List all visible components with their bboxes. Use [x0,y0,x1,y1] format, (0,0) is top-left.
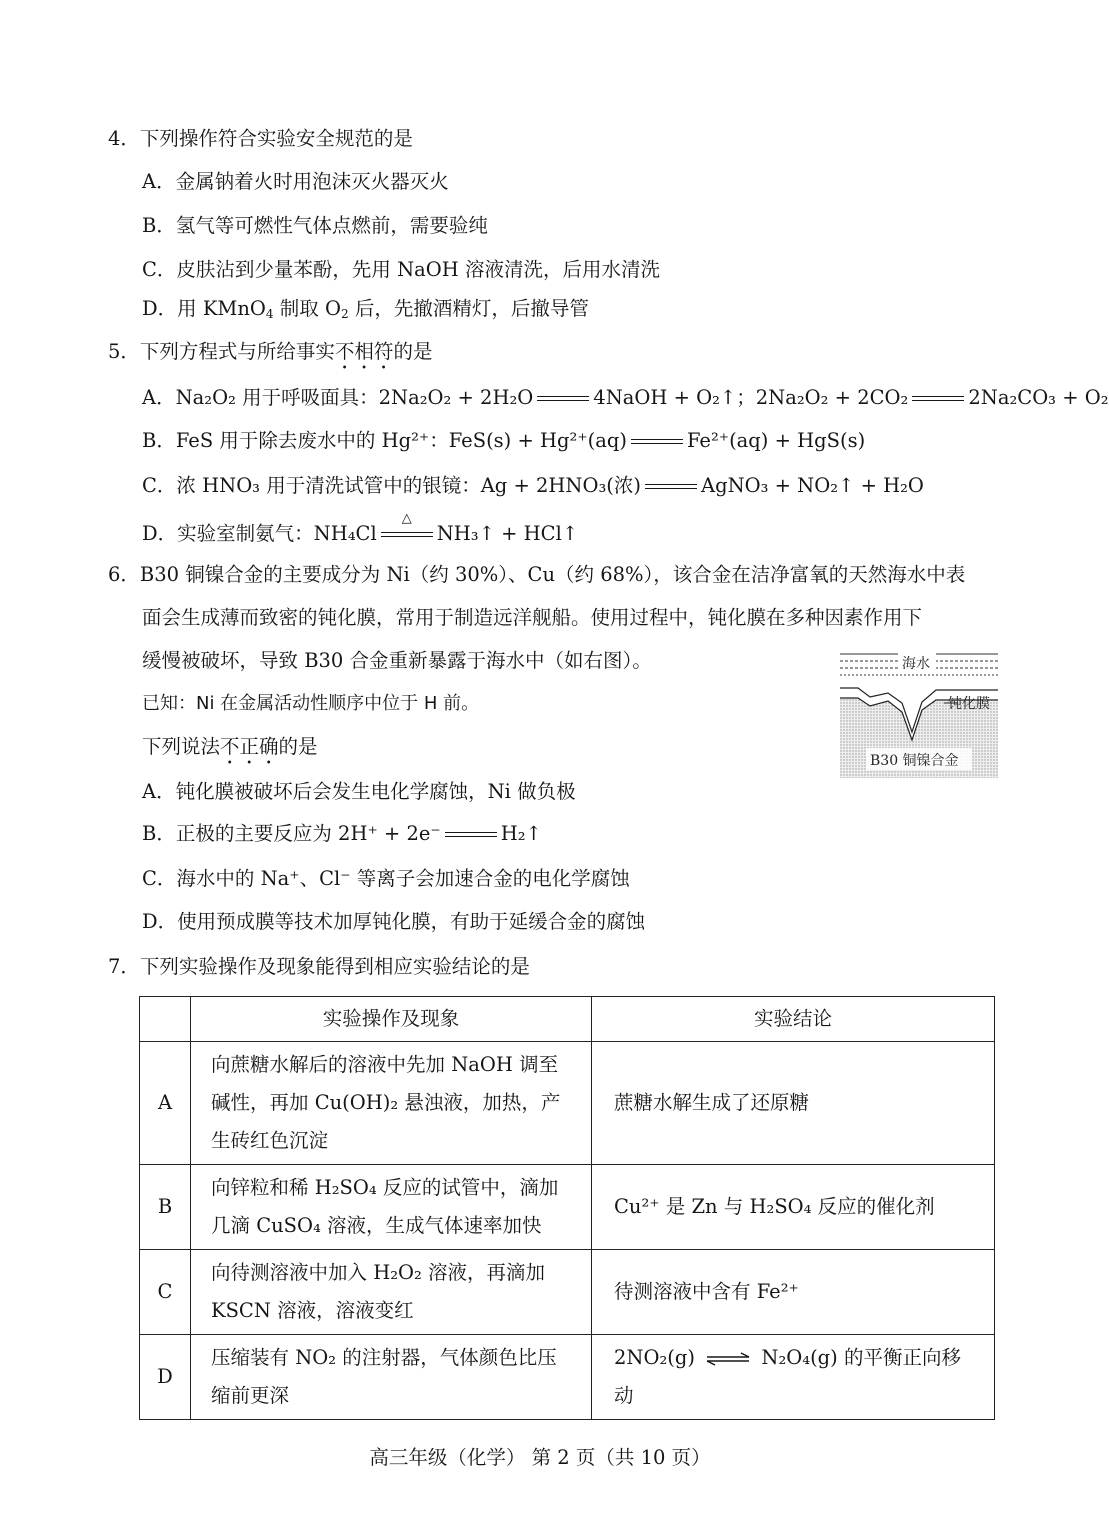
q5-c-eq-left: Ag + 2HNO₃(浓) [480,474,641,497]
q5-c-text: 浓 HNO₃ 用于清洗试管中的银镜： [176,474,481,497]
q6-option-c: C．海水中的 Na⁺、Cl⁻ 等离子会加速合金的电化学腐蚀 [142,867,630,890]
q5-a-sep: ； [736,386,756,409]
equals-sign [631,437,683,447]
seawater-label: 海水 [902,656,930,672]
heat-symbol: △ [401,510,412,526]
q5-d-text: 实验室制氨气： [177,522,314,545]
q5-stem-emphasis: 不相符 [334,340,394,363]
q6-known: 已知：Ni 在金属活动性顺序中位于 H 前。 [142,693,480,714]
row-label: C [140,1250,191,1335]
q6-option-b [142,820,542,848]
q5-option-d [142,510,579,548]
q6-ask [142,733,318,769]
q6-b-eq-left: 2H⁺ + 2e⁻ [338,822,441,845]
q4-option-d [142,295,589,323]
q6-b-eq-right: H₂↑ [500,822,542,845]
q5-d-eq-right: NH₃↑ + HCl↑ [436,522,579,545]
q5-d-label: D． [142,522,178,545]
q6-b-label: B．正极的主要反应为 [142,822,339,845]
table-row [140,1165,995,1250]
conclusion-cell: 待测溶液中含有 Fe²⁺ [592,1250,995,1335]
table-header-operation: 实验操作及现象 [191,997,592,1042]
operation-cell [191,1335,592,1420]
equals-sign [537,394,589,404]
operation-line: 缩前更深 [211,1384,290,1407]
table-header-label [140,997,191,1042]
conclusion-eq-left: 2NO₂(g) [614,1346,695,1369]
q5-option-c [142,472,924,500]
operation-line: 向锌粒和稀 H₂SO₄ 反应的试管中，滴加 [211,1176,559,1199]
q6-ask-post: 的是 [278,735,318,758]
corrosion-figure [840,648,998,778]
q5-b-eq-left: FeS(s) + Hg²⁺(aq) [448,429,627,452]
q5-c-label: C． [142,474,177,497]
operation-cell [191,1165,592,1250]
q5-stem-post: 的是 [393,340,433,363]
q4-option-a: A．金属钠着火时用泡沫灭火器灭火 [142,170,449,193]
q5-a-eq2-right: 2Na₂CO₃ + O₂ [968,386,1109,409]
subscript: 2 [341,307,349,322]
q5-a-label: A． [142,386,176,409]
conclusion-cell [592,1335,995,1420]
table-row [140,1335,995,1420]
equals-sign [445,830,497,840]
q6-line2: 面会生成薄而致密的钝化膜，常用于制造远洋舰船。使用过程中，钝化膜在多种因素作用下 [142,606,923,629]
operation-line: 碱性，再加 Cu(OH)₂ 悬浊液，加热，产 [211,1091,561,1114]
table-header-conclusion: 实验结论 [592,997,995,1042]
q5-option-a [142,384,1109,412]
q5-b-text: FeS 用于除去废水中的 Hg²⁺： [175,429,449,452]
q5-a-eq1-right: 4NaOH + O₂↑ [593,386,737,409]
equilibrium-arrow-icon [705,1353,751,1365]
q6-ask-pre: 下列说法 [142,735,221,758]
q6-line3: 缓慢被破坏，导致 B30 合金重新暴露于海水中（如右图）。 [142,649,652,672]
equals-sign [912,394,964,404]
operation-line: 向蔗糖水解后的溶液中先加 NaOH 调至 [211,1053,559,1076]
equals-sign [645,482,697,492]
operation-line: 几滴 CuSO₄ 溶液，生成气体速率加快 [211,1214,542,1237]
operation-line: 压缩装有 NO₂ 的注射器，气体颜色比压 [211,1346,557,1369]
q5-a-eq2-left: 2Na₂O₂ + 2CO₂ [755,386,909,409]
page-footer: 高三年级（化学） 第 2 页（共 10 页） [369,1446,711,1469]
q4-option-b: B．氢气等可燃性气体点燃前，需要验纯 [142,214,488,237]
q5-a-text: Na₂O₂ 用于呼吸面具： [175,386,379,409]
conclusion-eq-right: N₂O₄(g) 的平衡正向移动 [614,1346,961,1407]
q6-ask-emphasis: 不正确 [220,735,279,758]
row-label: D [140,1335,191,1420]
q5-c-eq-right: AgNO₃ + NO₂↑ + H₂O [701,474,924,497]
table-row [140,1250,995,1335]
q6-option-d: D．使用预成膜等技术加厚钝化膜，有助于延缓合金的腐蚀 [142,910,646,933]
operation-line: 向待测溶液中加入 H₂O₂ 溶液，再滴加 [211,1261,546,1284]
operation-line: KSCN 溶液，溶液变红 [211,1299,414,1322]
corrosion-diagram [840,648,998,778]
film-label: 钝化膜 [948,696,990,712]
q5-d-eq-left: NH₄Cl [313,522,377,545]
q5-b-eq-right: Fe²⁺(aq) + HgS(s) [686,429,866,452]
q5-stem-pre: 5．下列方程式与所给事实 [108,340,335,363]
q4-d-part3: 后，先撤酒精灯，后撤导管 [348,297,589,320]
conclusion-cell: 蔗糖水解生成了还原糖 [592,1042,995,1165]
q4-stem: 4．下列操作符合实验安全规范的是 [108,127,413,150]
conclusion-cell: Cu²⁺ 是 Zn 与 H₂SO₄ 反应的催化剂 [592,1165,995,1250]
row-label: A [140,1042,191,1165]
q6-line1: 6．B30 铜镍合金的主要成分为 Ni（约 30%）、Cu（约 68%），该合金在洁净富氧的天然海水中表 [108,563,966,586]
alloy-label: B30 铜镍合金 [870,753,959,769]
table-row [140,1042,995,1165]
row-label: B [140,1165,191,1250]
operation-cell [191,1042,592,1165]
q5-b-label: B． [142,429,176,452]
q5-a-eq1-left: 2Na₂O₂ + 2H₂O [378,386,534,409]
q4-d-part2: 制取 O [273,297,341,320]
q4-d-part1: D．用 KMnO [142,297,266,320]
q7-stem: 7．下列实验操作及现象能得到相应实验结论的是 [108,955,530,978]
heat-equals-sign [381,510,433,540]
experiment-table [139,996,995,1420]
table-header-row [140,997,995,1042]
operation-line: 生砖红色沉淀 [211,1129,329,1152]
q5-option-b [142,427,865,455]
subscript: 4 [265,307,274,322]
q4-option-c: C．皮肤沾到少量苯酚，先用 NaOH 溶液清洗，后用水清洗 [142,258,660,281]
q5-stem [108,338,432,374]
operation-cell [191,1250,592,1335]
q6-option-a: A．钝化膜被破坏后会发生电化学腐蚀，Ni 做负极 [142,780,576,803]
